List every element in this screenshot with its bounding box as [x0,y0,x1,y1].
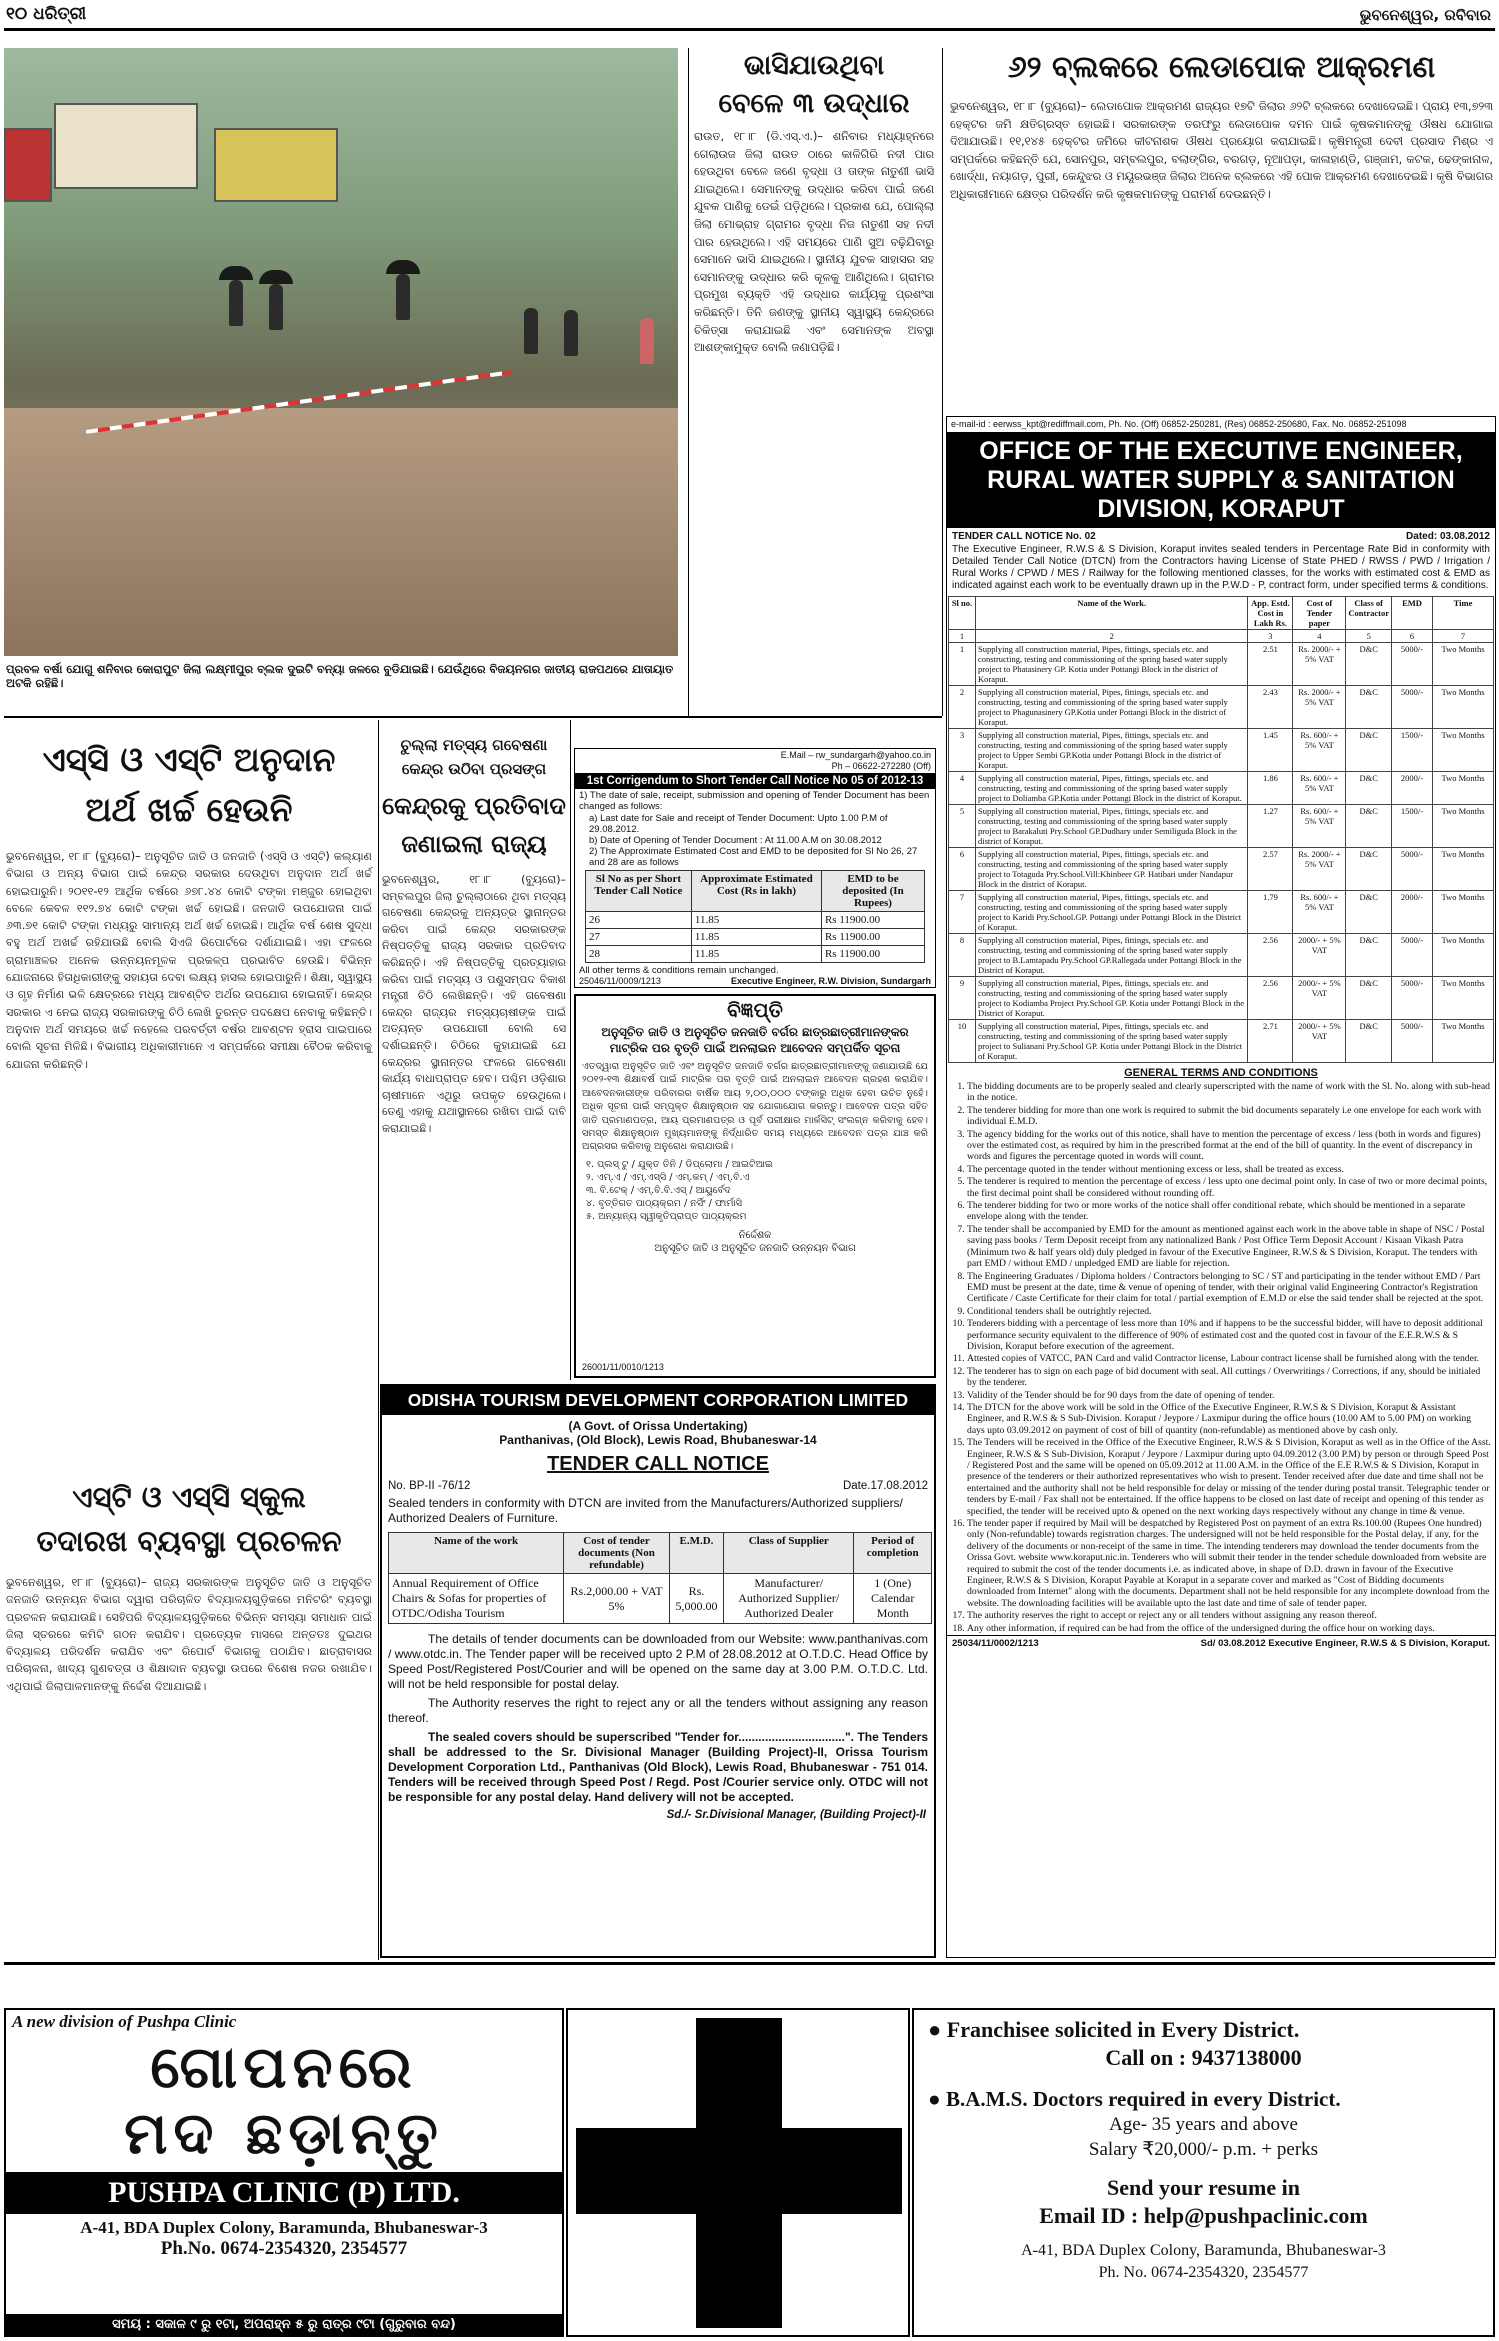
rwss-gtc-item: 18. Any other information, if required can be had from the office of the undersigned during the office hour on working days. [967,1623,1491,1634]
corrigendum-phone: Ph – 06622-272280 (Off) [831,761,931,771]
rwss-table-cell: Rs. 600/- + 5% VAT [1293,772,1346,805]
rwss-table-header-num: 2 [976,630,1248,643]
schools-body: ଭୁବନେଶ୍ୱର, ୧୮।୮ (ବ୍ୟୁରୋ)– ରାଜ୍ୟ ସରକାରଙ୍କ ଅନୁସୂଚିତ ଜାତି ଓ ଅନୁସୂଚିତ ଜନଜାତି ଉନ୍ନୟନ ବିଭାଗ ଦ୍ୱାରା ପରିଚାଳିତ ବିଦ୍ୟାଳୟଗୁଡ଼ିକରେ ମନିଟରିଂ ବ୍ୟବସ୍ଥା ପ୍ରଚଳନ କରାଯାଉଛି। ସେହିପରି ବିଦ୍ୟାଳୟଗୁଡ଼ିକରେ ବିଭିନ୍ନ ସମସ୍ୟା ସମାଧାନ ପାଇଁ ଜିଲା ସ୍ତରରେ କମିଟି ଗଠନ କରାଯିବ। ପ୍ରତ୍ୟେକ ମାସରେ ଅନ୍ତତଃ ଦୁଇଥର ବିଦ୍ୟାଳୟ ପରିଦର୍ଶନ କରାଯିବ ଏବଂ ରିପୋର୍ଟ ବିଭାଗକୁ ପଠାଯିବ। ଛାତ୍ରାବାସର ପରିଚାଳନା, ଖାଦ୍ୟ ଗୁଣବତ୍ତା ଓ ଶିକ୍ଷାଦାନ ବ୍ୟବସ୍ଥା ଉପରେ ବିଶେଷ ନଜର ରଖାଯିବ। ଏଥିପାଇଁ ଜିଲାପାଳମାନଙ୍କୁ ନିର୍ଦ୍ଦେଶ ଦିଆଯାଇଛି। [6,1576,372,1693]
odia-notice-list-item: ୫. ଅନ୍ୟାନ୍ୟ ସ୍ୱୀକୃତିପ୍ରାପ୍ତ ପାଠ୍ୟକ୍ରମ [586,1210,747,1222]
odia-notice-subtitle: ଅନୁସୂଚିତ ଜାତି ଓ ଅନୁସୂଚିତ ଜନଜାତି ବର୍ଗର ଛାତ୍ରଛାତ୍ରୀମାନଙ୍କର ମାଟ୍ରିକ ପର ବୃତ୍ତି ପାଇଁ ଅନଲାଇନ ଆବେଦନ ସମ୍ପର୍କିତ ସୂଚନା [601,1025,909,1055]
rwss-table-cell: D&C [1346,1020,1392,1063]
rwss-table-cell: Two Months [1433,891,1494,934]
dateline: ଭୁବନେଶ୍ୱର, ରବିବାର [1359,6,1491,24]
rwss-gtc-item: 1. The bidding documents are to be properly sealed and clearly superscripted with the name of work with the Sl. No. along with sub-head in the notice. [967,1081,1491,1104]
corrigendum-email: E.Mail – rw_sundargarh@yahoo.co.in [780,750,931,760]
vehicle-shape [4,128,52,202]
odia-notice-title: ବିଜ୍ଞପ୍ତି [727,998,783,1022]
rwss-table-cell: 2000/- [1392,891,1433,934]
rwss-table-cell: Rs. 2000/- + 5% VAT [1293,686,1346,729]
rwss-table-cell: D&C [1346,977,1392,1020]
rwss-table [948,596,1494,1063]
rwss-table-cell: 2.56 [1248,977,1293,1020]
recruit-line-2: Call on : 9437138000 [1105,2045,1302,2070]
rwss-table-row [949,848,1494,891]
rwss-table-cell: Two Months [1433,1020,1494,1063]
rwss-table-cell: 2000/- + 5% VAT [1293,934,1346,977]
rwss-gtc-item: 8. The Engineering Graduates / Diploma holders / Contractors belonging to SC / ST and participating in the tender without EMD / Part EMD must be present at the date, time & venue of opening of tender, with their original valid Engineering Contractor's Registration Certificate / Caste Certificate for their claim for total / partial exemption of E.M.D or else the said tender shall be rejected at the spot. [967,1271,1491,1305]
corrigendum-table [585,870,925,963]
corrigendum-table-cell: 11.85 [691,912,821,929]
odia-notice [574,994,936,1378]
corrigendum-table-header: EMD to be deposited (In Rupees) [821,871,924,912]
rwss-table-row [949,977,1494,1020]
corrigendum-table-cell: 27 [586,929,692,946]
fisheries-kicker-2: କେନ୍ଦ୍ର ଉଠିବା ପ୍ରସଙ୍ଗ [401,760,547,778]
corrigendum-table-header: Approximate Estimated Cost (Rs in lakh) [691,871,821,912]
rwss-table-cell: 1500/- [1392,805,1433,848]
rwss-table-cell: 1 [949,643,976,686]
otdc-title: ODISHA TOURISM DEVELOPMENT CORPORATION LIMITED [382,1386,934,1415]
corrigendum-table-cell: 26 [586,912,692,929]
corrigendum-ref: 25046/11/0009/1213 [579,976,661,986]
rwss-table-row [949,643,1494,686]
rescue-headline-1: ଭାସିଯାଉଥିବା [743,50,885,81]
rwss-table-header: Time [1433,597,1494,630]
corrigendum-item: a) Last date for Sale and receipt of Tender Document: Upto 1.00 P.M of 29.08.2012. [589,813,888,835]
otdc-para-2: The Authority reserves the right to reject any or all the tenders without assigning any reason thereof. [388,1696,928,1725]
rwss-table-cell: 5000/- [1392,934,1433,977]
rwss-table-cell: 1.79 [1248,891,1293,934]
rwss-signature: Sd/ 03.08.2012 Executive Engineer, R.W.S & S Division, Koraput. [1200,1638,1490,1650]
rwss-table-cell: 1.45 [1248,729,1293,772]
rwss-table-cell: 2.57 [1248,848,1293,891]
odia-notice-ref: 26001/11/0010/1213 [582,1362,664,1372]
rwss-table-cell: 2000/- [1392,772,1433,805]
rwss-table-header-num: 7 [1433,630,1494,643]
odia-notice-body: ଏତଦ୍ୱାରା ଅନୁସୂଚିତ ଜାତି ଏବଂ ଅନୁସୂଚିତ ଜନଜାତି ବର୍ଗର ଛାତ୍ରଛାତ୍ରୀମାନଙ୍କୁ ଜଣାଯାଉଛି ଯେ ୨୦୧୨-୧୩ ଶିକ୍ଷାବର୍ଷ ପାଇଁ ମାଟ୍ରିକ ପର ବୃତ୍ତି ପାଇଁ ଅନଲାଇନ ଆବେଦନ ଗ୍ରହଣ କରାଯିବ। ଆବେଦନକାରୀଙ୍କ ପରିବାରର ବାର୍ଷିକ ଆୟ ୨,୦୦,୦୦୦ ଟଙ୍କାରୁ ଅଧିକ ହେବା ଉଚିତ ନୁହେଁ। ଅଧିକ ସୂଚନା ପାଇଁ ସମ୍ପୃକ୍ତ ଶିକ୍ଷାନୁଷ୍ଠାନ ସହ ଯୋଗାଯୋଗ କରନ୍ତୁ। ଆବେଦନ ପତ୍ର ସହିତ ଜାତି ପ୍ରମାଣପତ୍ର, ଆୟ ପ୍ରମାଣପତ୍ର ଓ ପୂର୍ବ ପରୀକ୍ଷାର ମାର୍କସିଟ୍ ସଂଲଗ୍ନ କରିବାକୁ ହେବ। ସମସ୍ତ ଶିକ୍ଷାନୁଷ୍ଠାନ ମୁଖ୍ୟମାନଙ୍କୁ ନିର୍ଦ୍ଧାରିତ ସମୟ ମଧ୍ୟରେ ଆବେଦନ ପତ୍ର ଯାଞ୍ଚ କରି ଅଗ୍ରସର କରିବାକୁ ଅନୁରୋଧ କରାଯାଉଛି। [582,1061,928,1153]
rwss-intro: The Executive Engineer, R.W.S & S Division, Koraput invites sealed tenders in Percentage Rate Bid in conformity with Detailed Tender Call Notice (DTCN) from the Contractors having License of State PHED / RWSS / PWD / Irrigation / Rural Works / CPWD / MES / Railway for the following mentioned classes, for the works with estimated cost & EMD as indicated against each work to be eventually drawn up in the P.W.D - P, contract form, under specified terms & conditions. [952,544,1490,591]
rwss-table-cell: 6 [949,848,976,891]
recruit-line-3: B.A.M.S. Doctors required in every District. [945,2087,1341,2111]
otdc-table-header: E.M.D. [669,1533,723,1574]
rwss-table-cell: 5000/- [1392,977,1433,1020]
rwss-gtc-item: 7. The tender shall be accompanied by EMD for the amount as mentioned against each work in the above table in shape of NSC / Postal saving pass books / Term Deposit receipt from any nationalized Bank / Post Office Term Deposit Account / Kisaan Vikash Patra (Minimum two & half years old) duly pledged in favour of the Executive Engineer, R.W.S & S Division, Koraput. The tenders with part EMD / without EMD / unpledged EMD are liable for rejection. [967,1224,1491,1270]
truck-shape [214,128,338,202]
otdc-tender [380,1384,936,1958]
corrigendum-table-cell: Rs 11900.00 [821,929,924,946]
otdc-para-3: The sealed covers should be superscribed "Tender for................................". The Tenders shall be addressed to the Sr. Divisional Manager (Building Project)-II, Orissa Tourism Development Corporation Ltd., Panthanivas (Old Block), Lewis Road, Bhubaneswar - 751 014. Tenders will be received through Speed Post / Regd. Post /Courier service only. OTDC will not be responsible for any postal delay. Hand delivery will not be accepted. [388,1730,928,1804]
pushpa-ad [4,2008,564,2337]
rwss-table-cell: 9 [949,977,976,1020]
rwss-table-row [949,934,1494,977]
rwss-table-cell: D&C [1346,891,1392,934]
rwss-table-cell: Two Months [1433,643,1494,686]
rwss-table-cell: Supplying all construction material, Pipes, fittings, specials etc. and constructing, testing and commissioning of the spring based water supply project to Sulianani Pry.School GP. Kotia under Pottangi Block in the District of Koraput. [976,1020,1248,1063]
corrigendum-signature: Executive Engineer, R.W. Division, Sundargarh [730,976,931,986]
schools-headline-1: ଏସ୍‌ଟି ଓ ଏସ୍‌ସି ସ୍କୁଲ [72,1480,306,1514]
rwss-gtc-item: 16. The tender paper if required by Mail will be despatched by Registered Post on payment of an extra Rs.100.00 (Rupees One hundred) only (Non-refundable) towards registration charges. The undersigned will not be held responsible for the Postal delay, if any, for the delivery of the documents or non-receipt of the same in time. The intending tenderers may download the tender documents from the Orissa Govt. website www.koraput.nic.in. Tenderers who will submit their tender in the tender schedule downloaded from website are required to submit the cost of the tender documents i.e. as indicated above, in shape of D.D. drawn in favour of the Executive Engineer, R.W.S & S Division, Koraput Payable at Koraput in a separate cover and marked as "Cost of Bidding documents downloaded from Internet" along with the documents. Department shall not be held responsible for any incomplete download from the website. The downloading facilities will be available upto the last date and time of sale of tender paper. [967,1518,1491,1609]
rwss-gtc-item: 9. Conditional tenders shall be outrightly rejected. [967,1306,1491,1317]
rwss-table-cell: 2.51 [1248,643,1293,686]
rwss-table-cell: Two Months [1433,729,1494,772]
rwss-table-header: Name of the Work. [976,597,1248,630]
rwss-table-cell: Rs. 600/- + 5% VAT [1293,891,1346,934]
corrigendum-table-cell: Rs 11900.00 [821,912,924,929]
rescue-headline-2: ବେଳେ ୩ ଉଦ୍ଧାର [718,88,910,119]
rwss-table-cell: Two Months [1433,805,1494,848]
otdc-table-header: Cost of tender documents (Non refundable) [564,1533,670,1574]
rwss-gtc-item: 2. The tenderer bidding for more than one work is required to submit the bid documents separately i.e one envelope for each work with individual E.M.D. [967,1105,1491,1128]
rwss-table-header: Sl no. [949,597,976,630]
cross-ad [566,2008,910,2337]
pushpa-phone: Ph.No. 0674-2354320, 2354577 [160,2238,408,2259]
rwss-table-cell: Supplying all construction material, Pipes, fittings, specials etc. and constructing, testing and commissioning of the spring based water supply project to Barakaluti Pry.School GP.Dudhary under Semiliguda Block in the district of Koraput. [976,805,1248,848]
recruit-line-4: Age- 35 years and above [1109,2114,1298,2135]
recruit-line-9: Ph. No. 0674-2354320, 2354577 [1098,2264,1309,2281]
odia-notice-list-item: ୨. ଏମ୍.ଏ / ଏମ୍.ଏସ୍‌ସି / ଏମ୍.କମ୍ / ଏମ୍.ବି.ଏ [586,1171,750,1183]
pushpa-name: PUSHPA CLINIC (P) LTD. [6,2172,562,2214]
rwss-table-row [949,729,1494,772]
otdc-table-header: Class of Supplier [724,1533,854,1574]
rwss-table-cell: D&C [1346,934,1392,977]
odia-notice-list-item: ୪. ବୃତ୍ତିଗତ ପାଠ୍ୟକ୍ରମ / ନର୍ସିଂ / ଫାର୍ମାସି [586,1197,742,1209]
rwss-table-cell: 10 [949,1020,976,1063]
otdc-table-header: Name of the work [389,1533,564,1574]
recruit-line-1: Franchisee solicited in Every District. [946,2017,1300,2042]
rwss-table-cell: 4 [949,772,976,805]
odia-notice-list-item: ୧. ପ୍ଲସ୍ ଟୁ / ଯୁକ୍ତ ତିନି / ଡିପ୍ଲୋମା / ଆଇଟିଆଇ [586,1158,773,1170]
rwss-table-row [949,686,1494,729]
rwss-gtc-item: 10. Tenderers bidding with a percentage of less more than 10% and if happens to be the successful bidder, will have to deposit additional performance security equivalent to the difference of 90% of estimated cost and the quoted cost in favour of the E.E.R.W.S & S Division, Koraput before execution of the agreement. [967,1318,1491,1352]
page-label: ୧୦ ଧରିତ୍ରୀ [6,4,87,24]
odia-notice-signature-2: ଅନୁସୂଚିତ ଜାତି ଓ ଅନୁସୂଚିତ ଜନଜାତି ଉନ୍ନୟନ ବିଭାଗ [654,1242,856,1254]
recruit-line-5: Salary ₹20,000/- p.m. + perks [1088,2139,1319,2160]
rescue-body: ରାଉତ, ୧୮।୮ (ଡି.ଏସ୍.ଏ.)– ଶନିବାର ମଧ୍ୟାହ୍ନରେ ଗେଲାଉଜ ଜିଲା ରାଉତ ଠାରେ କାଳିଗିରି ନଦୀ ପାର ହେଉଥିବା ବେଳେ ଜଣେ ବୃଦ୍ଧା ଓ ତାଙ୍କ ନାତୁଣୀ ଭାସି ଯାଇଥିଲେ। ସେମାନଙ୍କୁ ଉଦ୍ଧାର କରିବା ପାଇଁ ଜଣେ ଯୁବକ ପାଣିକୁ ଡେଇଁ ପଡ଼ିଥିଲେ। ପ୍ରକାଶ ଯେ, ପୋଲ୍ଲା ଜିଲା ମୋଭ୍ରାହ ଗ୍ରାମର ବୃଦ୍ଧା ନିଜ ନାତୁଣୀ ସହ ନଦୀ ପାର ହେଉଥିଲେ। ଏହି ସମୟରେ ପାଣି ସୁଅ ବଢ଼ିଯିବାରୁ ସେମାନେ ଭାସି ଯାଇଥିଲେ। ସ୍ଥାନୀୟ ଯୁବକ ସାହାସର ସହ ସେମାନଙ୍କୁ ଉଦ୍ଧାର କରି କୂଳକୁ ଆଣିଥିଲେ। ଗ୍ରାମର ପ୍ରମୁଖ ବ୍ୟକ୍ତି ଏହି ଉଦ୍ଧାର କାର୍ଯ୍ୟକୁ ପ୍ରଶଂସା କରିଛନ୍ତି। ତିନି ଜଣଙ୍କୁ ସ୍ଥାନୀୟ ସ୍ୱାସ୍ଥ୍ୟ କେନ୍ଦ୍ରରେ ଚିକିତ୍ସା କରାଯାଇଛି ଏବଂ ସେମାନଙ୍କ ଅବସ୍ଥା ଆଶଙ୍କାମୁକ୍ତ ବୋଲି ଜଣାପଡ଼ିଛି। [694,130,934,355]
corrigendum-table-cell: 11.85 [691,929,821,946]
rwss-table-header-num: 1 [949,630,976,643]
corrigendum-table-cell: 11.85 [691,946,821,963]
rwss-table-cell: 2 [949,686,976,729]
rwss-table-cell: 5 [949,805,976,848]
rwss-table-header: EMD [1392,597,1433,630]
rwss-table-cell: Supplying all construction material, Pipes, fittings, specials etc. and constructing, testing and commissioning of the spring based water supply project to Phatasinery GP. Kotia under Pottangi Block in the district of Koraput. [976,643,1248,686]
rwss-table-cell: Rs. 600/- + 5% VAT [1293,729,1346,772]
grants-headline-2: ଅର୍ଥ ଖର୍ଚ୍ଚ ହେଉନି [85,790,293,829]
corrigendum-table-cell: 28 [586,946,692,963]
corrigendum [574,748,936,988]
rwss-table-cell: 1.27 [1248,805,1293,848]
pushpa-address: A-41, BDA Duplex Colony, Baramunda, Bhubaneswar-3 [80,2218,488,2237]
corrigendum-items [575,813,935,868]
corrigendum-table-header: Sl No as per Short Tender Call Notice [586,871,692,912]
cross-horizontal [576,2128,902,2214]
rwss-table-cell: Supplying all construction material, Pipes, fittings, specials etc. and constructing, testing and commissioning of the spring based water supply project to Doliamba GP.Kotia under Pottangi Block in the district of Koraput. [976,772,1248,805]
odia-notice-list-item: ୩. ବି.ଟେକ୍ / ଏମ୍.ବି.ବି.ଏସ୍ / ଆୟୁର୍ବେଦ [586,1184,731,1196]
rwss-table-cell: Supplying all construction material, Pipes, fittings, specials etc. and constructing, testing and commissioning of the spring based water supply project to Phagunasinery GP.Kotia under Pottangi Block in the district of Koraput. [976,686,1248,729]
rwss-table-cell: 3 [949,729,976,772]
rwss-table-row [949,805,1494,848]
fisheries-body: ଭୁବନେଶ୍ୱର, ୧୮।୮ (ବ୍ୟୁରୋ)– ସମ୍ବଲପୁର ଜିଲା ଚୁଲ୍ଲାଠାରେ ଥିବା ମତ୍ସ୍ୟ ଗବେଷଣା କେନ୍ଦ୍ରକୁ ଅନ୍ୟତ୍ର ସ୍ଥାନାନ୍ତର କରିବା ପାଇଁ କେନ୍ଦ୍ର ସରକାରଙ୍କ ନିଷ୍ପତ୍ତିକୁ ରାଜ୍ୟ ସରକାର ପ୍ରତିବାଦ କରିଛନ୍ତି। ଏହି ନିଷ୍ପତ୍ତିକୁ ପ୍ରତ୍ୟାହାର କରିବା ପାଇଁ ମତ୍ସ୍ୟ ଓ ପଶୁସମ୍ପଦ ବିକାଶ ମନ୍ତ୍ରୀ ଚିଠି ଲେଖିଛନ୍ତି। ଏହି ଗବେଷଣା କେନ୍ଦ୍ର ରାଜ୍ୟର ମତ୍ସ୍ୟଚାଷୀଙ୍କ ପାଇଁ ଅତ୍ୟନ୍ତ ଉପଯୋଗୀ ବୋଲି ସେ ଦର୍ଶାଇଛନ୍ତି। ଚିଠିରେ କୁହାଯାଇଛି ଯେ କେନ୍ଦ୍ରର ସ୍ଥାନାନ୍ତର ଫଳରେ ଗବେଷଣା କାର୍ଯ୍ୟ ବାଧାପ୍ରାପ୍ତ ହେବ। ପଶ୍ଚିମ ଓଡ଼ିଶାର ଚାଷୀମାନେ ଏଥିରୁ ଉପକୃତ ହେଉଥିଲେ। ତେଣୁ ଏହାକୁ ଯଥାସ୍ଥାନରେ ରଖିବା ପାଇଁ ଦାବି କରାଯାଇଛି। [382,873,566,1135]
rwss-title: OFFICE OF THE EXECUTIVE ENGINEER, RURAL WATER SUPPLY & SANITATION DIVISION, KORAPUT [947,433,1495,528]
rwss-table-header-num: 5 [1346,630,1392,643]
rwss-table-cell: 5000/- [1392,1020,1433,1063]
photo-caption: ପ୍ରବଳ ବର୍ଷା ଯୋଗୁ ଶନିବାର କୋରାପୁଟ ଜିଲା ଲକ୍ଷ୍ମୀପୁର ବ୍ଲକ ଦୁଇଟି ବନ୍ୟା ଜଳରେ ବୁଡିଯାଇଛି। ଯେଉଁଥିରେ ବିଜୟନଗର ଜାତୀୟ ରାଜପଥରେ ଯାତାୟାତ ଅଟକି ରହିଛି। [6,662,674,690]
otdc-table-cell: Rs.2,000.00 + VAT 5% [564,1574,670,1624]
rwss-table-cell: Two Months [1433,977,1494,1020]
rwss-table-cell: 2000/- + 5% VAT [1293,977,1346,1020]
rwss-table-header: Class of Contractor [1346,597,1392,630]
recruit-ad: ● Franchisee solicited in Every District. Call on : 9437138000 ● B.A.M.S. Doctors required in every District. Age- 35 years and above Salary ₹20,000/- p.m. + perks Send your resume in Email ID : help@pushpaclinic.com A-41, BDA Duplex Colony, Baramunda, Bhubaneswar-3 Ph. No. 0674-2354320, 2354577 [912,2008,1495,2337]
rwss-table-cell: D&C [1346,643,1392,686]
recruit-line-7: Email ID : help@pushpaclinic.com [1039,2203,1368,2228]
odia-notice-signature-1: ନିର୍ଦ୍ଦେଶକ [738,1229,772,1241]
corrigendum-table-row [586,912,925,929]
rwss-table-row [949,891,1494,934]
corrigendum-table-cell: Rs 11900.00 [821,946,924,963]
rwss-gtc-item: 11. Attested copies of VATCC, PAN Card and valid Contractor license, Labour contract license shall be furnished along with the tender. [967,1353,1491,1364]
bus-shape [54,103,198,189]
fisheries-headline-1: କେନ୍ଦ୍ରକୁ ପ୍ରତିବାଦ [382,792,566,820]
otdc-table-cell: Annual Requirement of Office Chairs & Sofas for properties of OTDC/Odisha Tourism [389,1574,564,1624]
pests-body: ଭୁବନେଶ୍ୱର, ୧୮।୮ (ବ୍ୟୁରୋ)– ଲେଡାପୋକ ଆକ୍ରମଣ ରାଜ୍ୟର ୧୭ଟି ଜିଲାର ୬୨ଟି ବ୍ଲକରେ ଦେଖାଦେଇଛି। ପ୍ରାୟ ୧୩,୭୨୩ ହେକ୍ଟର ଜମି କ୍ଷତିଗ୍ରସ୍ତ ହୋଇଛି। ସରକାରଙ୍କ ତରଫରୁ ଲେଡାପୋକ ଦମନ ପାଇଁ କୃଷକମାନଙ୍କୁ ଔଷଧ ଯୋଗାଇ ଦିଆଯାଉଛି। ୧୧,୧୪୫ ହେକ୍ଟର ଜମିରେ କୀଟନାଶକ ଔଷଧ ପ୍ରୟୋଗ କରାଯାଇଛି। କୃଷିମନ୍ତ୍ରୀ ଦେବୀ ପ୍ରସାଦ ମିଶ୍ର ଏ ସମ୍ପର୍କରେ କହିଛନ୍ତି ଯେ, ସୋନପୁର, ସମ୍ବଲପୁର, ବଲାଙ୍ଗିର, ବରଗଡ଼, ନୂଆପଡ଼ା, କାଳାହାଣ୍ଡି, ଗଞ୍ଜାମ, କଟକ, ଢେଙ୍କାନାଳ, ଖୋର୍ଦ୍ଧା, ନୟାଗଡ଼, ପୁରୀ, କେନ୍ଦୁଝର ଓ ମୟୂରଭଞ୍ଜ ଜିଲାର ଅନେକ ବ୍ଲକରେ ଏହି ପୋକ ଆକ୍ରମଣ ଦେଖାଦେଇଛି। କୃଷି ବିଭାଗର ଅଧିକାରୀମାନେ କ୍ଷେତ୍ର ପରିଦର୍ଶନ କରି କୃଷକମାନଙ୍କୁ ପରାମର୍ଶ ଦେଉଛନ୍ତି। [950,100,1493,201]
rwss-table-cell: 2.43 [1248,686,1293,729]
fisheries-headline-2: ଜଣାଇଲା ରାଜ୍ୟ [401,830,547,858]
otdc-table-cell: Manufacturer/ Authorized Supplier/ Authorized Dealer [724,1574,854,1624]
otdc-table [388,1532,932,1624]
otdc-notice-title: TENDER CALL NOTICE [547,1453,769,1475]
rwss-contact: e-mail-id : eerwss_kpt@rediffmail.com, Ph. No. (Off) 06852-250281, (Res) 06852-250680, Fax. No. 06852-251098 [947,417,1495,433]
pushpa-timing: ସମୟ : ସକାଳ ୯ ରୁ ୧ଟା, ଅପରାହ୍ନ ୫ ରୁ ରାତ୍ର ୯ଟା (ଗୁରୁବାର ବନ୍ଦ) [6,2314,562,2335]
rwss-table-cell: Two Months [1433,772,1494,805]
rwss-gtc-item: 14. The DTCN for the above work will be sold in the Office of the Executive Engineer, R.W.S & S Division, Koraput & Assistant Engineer, and R.W.S & S Sub-Division. Koraput / Jeypore / Laxmipur during the office hours (10.00 AM to 5.00 PM) on working days upto 03.09.2012 on payment of cost of bill of quantity (non-refundable) as mentioned above by cash only. [967,1402,1491,1436]
rwss-table-cell: Rs. 600/- + 5% VAT [1293,805,1346,848]
floodwater [4,408,678,656]
corrigendum-title: 1st Corrigendum to Short Tender Call Notice No 05 of 2012-13 [575,773,935,789]
rwss-table-cell: 7 [949,891,976,934]
otdc-table-cell: 1 (One) Calendar Month [854,1574,932,1624]
rwss-gtc-list [947,1081,1495,1634]
otdc-sub-1: (A Govt. of Orissa Undertaking) [568,1419,748,1433]
rwss-table-cell: Two Months [1433,848,1494,891]
rwss-notice-no: TENDER CALL NOTICE No. 02 [952,531,1096,542]
rwss-table-cell: Two Months [1433,686,1494,729]
otdc-table-header: Period of completion [854,1533,932,1574]
otdc-intro: Sealed tenders in conformity with DTCN are invited from the Manufacturers/Authorized suppliers/ Authorized Dealers of Furniture. [388,1496,903,1525]
rwss-table-cell: D&C [1346,772,1392,805]
otdc-no: No. BP-II -76/12 [388,1480,471,1492]
rwss-gtc-item: 12. The tenderer has to sign on each page of bid document with seal. All cuttings / Overwritings / Corrections, if any, should be initialed by the tenderer. [967,1366,1491,1389]
recruit-line-6: Send your resume in [1107,2175,1300,2200]
odia-notice-list [576,1156,934,1225]
rwss-table-row [949,1020,1494,1063]
rwss-table-cell: Supplying all construction material, Pipes, fittings, specials etc. and constructing, testing and commissioning of the spring based water supply project to B.Lamtapadu Pry.School GP.Rallegada under Pottangi Block in the District of Koraput. [976,934,1248,977]
rwss-table-cell: 2000/- + 5% VAT [1293,1020,1346,1063]
rwss-tender [946,416,1496,1958]
rwss-table-cell: D&C [1346,848,1392,891]
rwss-table-cell: Two Months [1433,934,1494,977]
pests-headline: ୬୨ ବ୍ଲକରେ ଲେଡାପୋକ ଆକ୍ରମଣ [1007,50,1436,85]
rwss-table-cell: 2.56 [1248,934,1293,977]
masthead-rule [4,28,1495,31]
rwss-table-cell: 5000/- [1392,686,1433,729]
pushpa-slogan-1: ଗୋପନରେ [150,2033,418,2101]
rwss-table-cell: 2.71 [1248,1020,1293,1063]
rwss-table-cell: Supplying all construction material, Pipes, fittings, specials etc. and constructing, testing and commissioning of the spring based water supply project to Upper Sembi GP.Kotia under Pottangi Block in the district of Koraput. [976,729,1248,772]
rwss-gtc-item: 4. The percentage quoted in the tender without mentioning excess or less, shall be treated as excess. [967,1164,1491,1175]
otdc-sub-2: Panthanivas, (Old Block), Lewis Road, Bhubaneswar-14 [499,1433,817,1447]
rwss-table-cell: Rs. 2000/- + 5% VAT [1293,848,1346,891]
rwss-table-header: App. Estd. Cost in Lakh Rs. [1248,597,1293,630]
rwss-gtc-item: 13. Validity of the Tender should be for 90 days from the date of opening of tender. [967,1390,1491,1401]
rwss-table-cell: 8 [949,934,976,977]
rwss-table-cell: 5000/- [1392,848,1433,891]
corrigendum-item: 2) The Approximate Estimated Cost and EMD to be deposited for Sl No 26, 27 and 28 are as follows [589,846,918,868]
corrigendum-intro: 1) The date of sale, receipt, submission and opening of Tender Document has been changed as follows: [579,790,930,812]
corrigendum-item: b) Date of Opening of Tender Document : At 11.00 A.M on 30.08.2012 [589,835,882,846]
schools-headline-2: ତଦାରଖ ବ୍ୟବସ୍ଥା ପ୍ରଚଳନ [36,1524,342,1558]
rwss-dated: Dated: 03.08.2012 [1406,531,1490,542]
rwss-gtc-item: 17. The authority reserves the right to accept or reject any or all tenders without assigning any reason thereof. [967,1610,1491,1621]
fisheries-kicker-1: ଚୁଲ୍ଲା ମତ୍ସ୍ୟ ଗବେଷଣା [400,736,548,754]
rwss-table-cell: 1500/- [1392,729,1433,772]
pushpa-slogan-2: ମଦ ଛଡ଼ାନ୍ତୁ [124,2099,444,2167]
rwss-table-header-num: 6 [1392,630,1433,643]
corrigendum-footer-note: All other terms & conditions remain unchanged. [579,965,779,976]
otdc-para-1: The details of tender documents can be downloaded from our Website: www.panthanivas.com / www.otdc.in. The Tender paper will be received upto 2 P.M of 28.08.2012 at O.T.D.C. Head Office by Speed Post/Registered Post/Courier and will be opened on the same day at 3.00 P.M. O.T.D.C. Ltd. will not be held responsible for postal delay. [388,1632,928,1691]
rwss-table-cell: 5000/- [1392,643,1433,686]
rwss-gtc-item: 3. The agency bidding for the works out of this notice, shall have to mention the percentage of excess / less (both in words and figures) over the estimated cost, as required by him in the prescribed format at the end of the bill of quantity. In the event of discrepancy in words and figures the percentage quoted in words will count. [967,1129,1491,1163]
rwss-table-header: Cost of Tender paper [1293,597,1346,630]
corrigendum-table-row [586,946,925,963]
rwss-table-cell: Rs. 2000/- + 5% VAT [1293,643,1346,686]
rwss-gtc-item: 5. The tenderer is required to mention the percentage of excess / less upto one decimal point only. In case of two or more decimal points, the first decimal point shall be considered without rounding off. [967,1176,1491,1199]
flood-photo [4,48,678,656]
rwss-table-header-num: 4 [1293,630,1346,643]
corrigendum-table-row [586,929,925,946]
rwss-table-cell: D&C [1346,729,1392,772]
rwss-table-cell: Supplying all construction material, Pipes, fittings, specials etc. and constructing, testing and commissioning of the spring based water supply project to Karidi Pry.School.GP. Pottangi under Pottangi Block in the District of Koraput. [976,891,1248,934]
recruit-line-8: A-41, BDA Duplex Colony, Baramunda, Bhubaneswar-3 [1021,2242,1386,2259]
grants-body: ଭୁବନେଶ୍ୱର, ୧୮।୮ (ବ୍ୟୁରୋ)– ଅନୁସୂଚିତ ଜାତି ଓ ଜନଜାତି (ଏସ୍‌ସି ଓ ଏସ୍‌ଟି) କଲ୍ୟାଣ ବିଭାଗ ଓ ଅନ୍ୟ ବିଭାଗ ପାଇଁ କେନ୍ଦ୍ର ସରକାର ଦେଉଥିବା ଅନୁଦାନ ଅର୍ଥ ଖର୍ଚ୍ଚ ହୋଇପାରୁନି। ୨୦୧୧-୧୨ ଆର୍ଥିକ ବର୍ଷରେ ୬୭୮.୪୪ କୋଟି ଟଙ୍କା ମଞ୍ଜୁର ହୋଇଥିବା ବେଳେ କେବଳ ୧୧୨.୭୪ କୋଟି ଟଙ୍କା ଖର୍ଚ୍ଚ ହୋଇଛି। ଜନଜାତି ଉପଯୋଜନା ପାଇଁ ୬୩.୭୧ କୋଟି ଟଙ୍କା ମଧ୍ୟରୁ ସାମାନ୍ୟ ଅର୍ଥ ଖର୍ଚ୍ଚ ହୋଇଛି। ଆର୍ଥିକ ବର୍ଷ ଶେଷ ସୁଦ୍ଧା ବହୁ ଅର୍ଥ ଅଖର୍ଚ୍ଚ ରହିଯାଉଛି ବୋଲି ସିଏଜି ରିପୋର୍ଟରେ ଦର୍ଶାଯାଇଛି। ଏହା ଫଳରେ ଗ୍ରାମାଞ୍ଚଳର ଅନେକ ଉନ୍ନୟନମୂଳକ ପ୍ରକଳ୍ପ ପ୍ରଭାବିତ ହେଉଛି। ବିଭିନ୍ନ ଯୋଜନାରେ ହିତାଧିକାରୀଙ୍କୁ ସହାୟତା ଦେବା ଲକ୍ଷ୍ୟ ହାସଲ ହୋଇପାରୁନି। ଶିକ୍ଷା, ସ୍ୱାସ୍ଥ୍ୟ ଓ ଗୃହ ନିର୍ମାଣ ଭଳି କ୍ଷେତ୍ରରେ ମଧ୍ୟ ଆବଣ୍ଟିତ ଅର୍ଥର ଉପଯୋଗ ହୋଇନାହିଁ। କେନ୍ଦ୍ର ସରକାର ଏ ନେଇ ରାଜ୍ୟ ସରକାରଙ୍କୁ ଚିଠି ଲେଖି ତୁରନ୍ତ ପଦକ୍ଷେପ ନେବାକୁ କହିଛନ୍ତି। ଅନୁଦାନ ଅର୍ଥ ସମୟରେ ଖର୍ଚ୍ଚ ନହେଲେ ପରବର୍ତ୍ତୀ ବର୍ଷର ଆବଣ୍ଟନ ହ୍ରାସ ପାଇପାରେ ବୋଲି ସୂଚନା ମିଳିଛି। ବିଭାଗୀୟ ଅଧିକାରୀମାନେ ଏ ସମ୍ପର୍କରେ ସମୀକ୍ଷା ବୈଠକ କରିବାକୁ ଯୋଜନା କରିଛନ୍ତି। [6,850,372,1071]
otdc-table-cell: Rs. 5,000.00 [669,1574,723,1624]
rwss-table-header-num: 3 [1248,630,1293,643]
pushpa-tagline: A new division of Pushpa Clinic [12,2012,237,2031]
rwss-gtc-title: GENERAL TERMS AND CONDITIONS [1124,1067,1318,1079]
rwss-table-cell: Supplying all construction material, Pipes, fittings, specials etc. and constructing, testing and commissioning of the spring based water supply project to Totaguda Pry.School.Vill:Khinbeer GP. Hatibari under Nandapur Block in the district of Koraput. [976,848,1248,891]
rwss-table-cell: 1.86 [1248,772,1293,805]
rwss-table-cell: D&C [1346,805,1392,848]
otdc-date: Date.17.08.2012 [842,1480,928,1492]
rwss-table-cell: Supplying all construction material, Pipes, fittings, specials etc. and constructing, testing and commissioning of the spring based water supply project to Kodiamba Project Pry.School GP. Kotia under Pottangi Block in the District of Koraput. [976,977,1248,1020]
rwss-table-row [949,772,1494,805]
rwss-table-cell: D&C [1346,686,1392,729]
grants-headline-1: ଏସ୍‌ସି ଓ ଏସ୍‌ଟି ଅନୁଦାନ [42,740,336,779]
rwss-gtc-item: 15. The Tenders will be received in the Office of the Executive Engineer, R.W.S & S Division, Koraput as well as in the Office of the Asst. Engineer, R.W.S & S Sub-Division, Koraput / Jeypore / Laxmipur during upto 04.09.2012 (3.00 P.M) by person or through Speed Post / Registered Post and the same will be opened on 05.09.2012 at 11.00 A.M. in the Office of the E.E R.W.S & S Division, Koraput in presence of the tenderers or their authorized representatives who wish to present. Tender received after due date and time shall not be entertained and the authority shall not be held responsible for delay or missing of the tender during postal transit. Telegraphic tender or tenders by E-mail / Fax shall not be entertained. If the office happens to be closed on last date of receipt and opening of this tender as specified, the tender will be received upto & opened on the next working days respectively without any change in time & venue. [967,1437,1491,1517]
rwss-ref: 25034/11/0002/1213 [952,1638,1039,1650]
otdc-signature: Sd./- Sr.Divisional Manager, (Building Project)-II [666,1809,926,1821]
rwss-gtc-item: 6. The tenderer bidding for two or more works of the notice shall offer conditional rebate, which should be mentioned in a separate envelope along with the tender. [967,1200,1491,1223]
